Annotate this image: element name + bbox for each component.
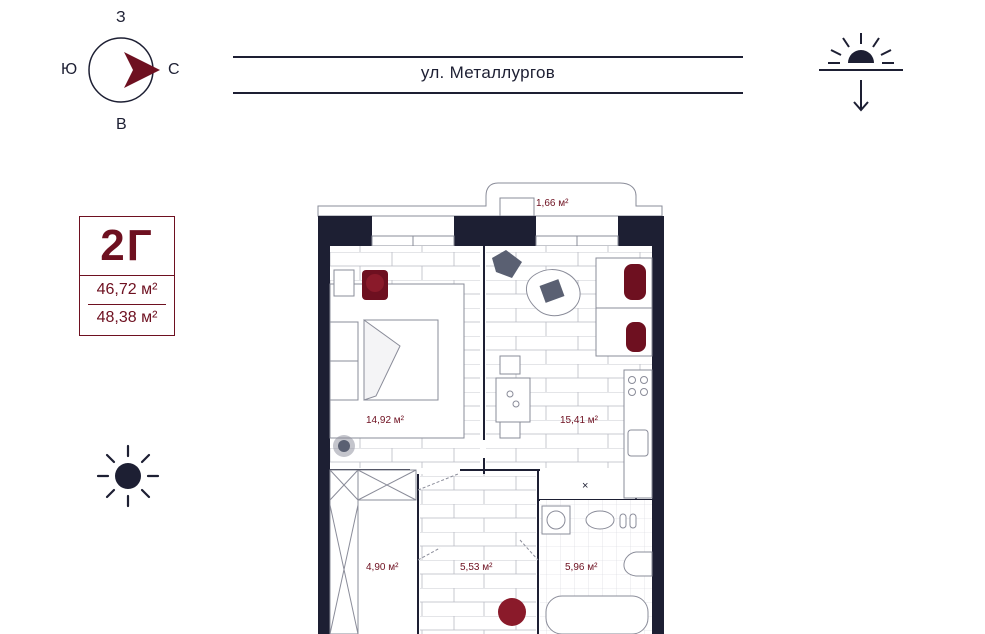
room-area-living: 15,41 м² (560, 415, 599, 426)
sun-icon (96, 444, 160, 508)
compass-south-label: Ю (61, 61, 78, 78)
apartment-code: 2Г (100, 221, 154, 270)
room-area-bathroom: 5,96 м² (565, 562, 598, 573)
plant-icon (333, 435, 355, 457)
room-area-balcony: 1,66 м² (536, 198, 569, 209)
room-area-hall: 5,53 м² (460, 562, 493, 573)
chair-seat (366, 274, 384, 292)
compass-east-label: В (116, 116, 127, 133)
kitchen (624, 370, 652, 498)
pouf (498, 598, 526, 626)
balcony (318, 183, 662, 216)
divider (88, 304, 166, 305)
apartment-area-total: 48,38 м² (96, 309, 158, 326)
room-area-wardrobe: 4,90 м² (366, 562, 399, 573)
compass-north-label: С (168, 61, 180, 78)
compass-icon (86, 36, 162, 106)
divider (80, 275, 174, 276)
compass-west-label: З (116, 9, 126, 26)
sunset-icon (816, 30, 908, 114)
apartment-info (79, 216, 175, 336)
apartment-area-living: 46,72 м² (96, 281, 158, 298)
street-label (233, 56, 743, 94)
close-icon: × (582, 480, 589, 492)
room-area-bedroom: 14,92 м² (366, 415, 405, 426)
sofa (596, 258, 652, 356)
nightstand (334, 270, 354, 296)
wardrobe (330, 470, 416, 634)
street-name: ул. Металлургов (420, 63, 556, 82)
floor-plan (300, 170, 680, 634)
